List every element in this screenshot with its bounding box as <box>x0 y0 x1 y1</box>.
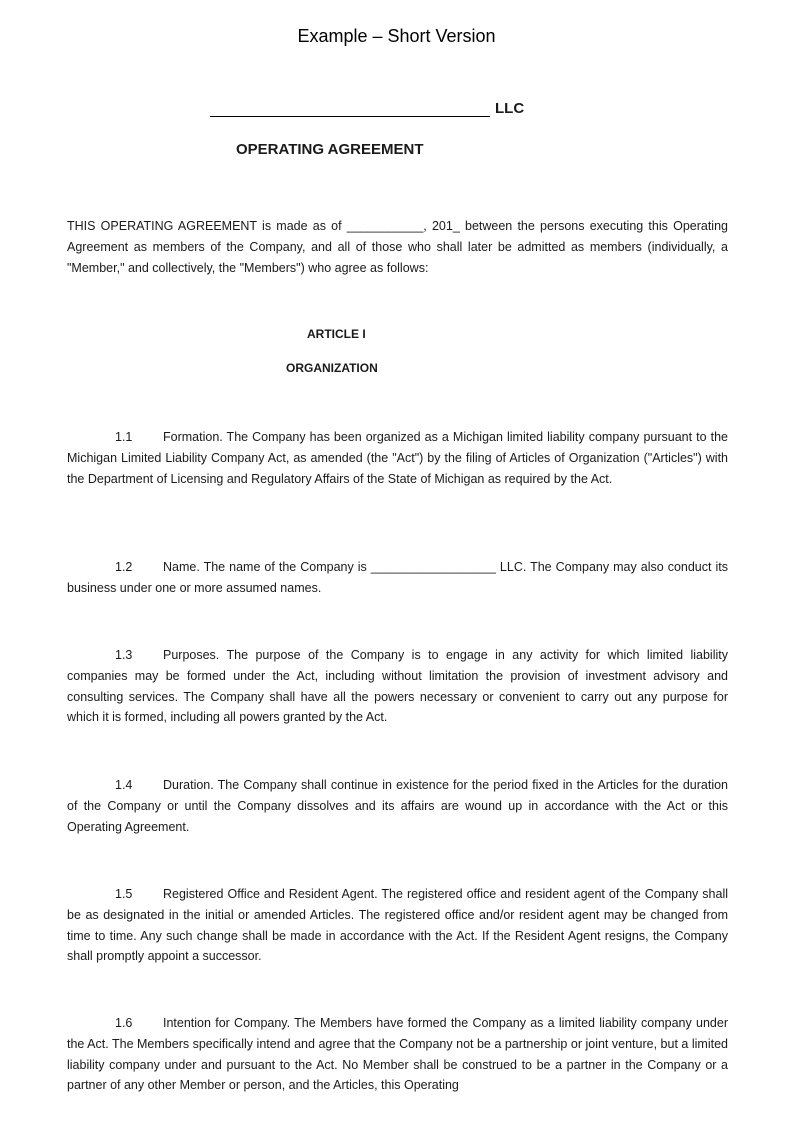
name-blank: __________________ <box>370 560 496 574</box>
company-name-blank <box>210 99 490 117</box>
intro-text-2: , 201_ between the persons executing this Operating Agreement as members of the Company, and all of those who shall later be admitted as members (individually, a "Member," and collectively, the "Members") who agree as follows: <box>67 219 728 275</box>
section-1-4 <box>67 775 728 837</box>
section-text: Duration. The Company shall continue in existence for the period fixed in the Articles for the duration of the Company or until the Company dissolves and its affairs are wound up in accordance with the Act or this Operating Agreement. <box>67 778 728 834</box>
section-number: 1.5 <box>115 887 133 901</box>
section-text: Name. The name of the Company is <box>163 560 371 574</box>
section-number: 1.4 <box>115 778 133 792</box>
company-name-line <box>210 99 524 117</box>
article-name: ORGANIZATION <box>286 361 378 375</box>
company-suffix: LLC <box>495 100 525 117</box>
section-1-3 <box>67 645 728 728</box>
section-1-5 <box>67 884 728 967</box>
section-1-1 <box>67 427 728 489</box>
section-number: 1.2 <box>115 560 133 574</box>
section-text: Registered Office and Resident Agent. The registered office and resident agent of the Company shall be as designated in the initial or amended Articles. The registered office and/or resident agent may be changed from time to time. Any such change shall be made in accordance with the Act. If the Resident Agent resigns, the Company shall promptly appoint a successor. <box>67 887 728 964</box>
article-number: ARTICLE I <box>307 327 366 341</box>
agreement-title: OPERATING AGREEMENT <box>236 141 424 158</box>
section-text: Purposes. The purpose of the Company is to engage in any activity for which limited liability companies may be formed under the Act, including without limitation the provision of investment advisory and consulting services. The Company shall have all the powers necessary or convenient to carry out any purpose for which it is formed, including all powers granted by the Act. <box>67 648 728 725</box>
date-blank: ___________ <box>346 219 424 233</box>
section-number: 1.1 <box>115 430 133 444</box>
intro-text-1: THIS OPERATING AGREEMENT is made as of <box>67 219 347 233</box>
section-1-6 <box>67 1013 728 1096</box>
section-number: 1.6 <box>115 1016 133 1030</box>
section-number: 1.3 <box>115 648 133 662</box>
document-header: Example – Short Version <box>297 26 496 46</box>
section-text: LLC. The Company may also conduct its business under one or more assumed names. <box>67 560 728 595</box>
section-text: Intention for Company. The Members have formed the Company as a limited liability company under the Act. The Members specifically intend and agree that the Company not be a partnership or joint venture, but a limited liability company under and pursuant to the Act. No Member shall be construed to be a partner in the Company or a partner of any other Member or person, and the Articles, this Operating <box>67 1016 728 1093</box>
intro-paragraph <box>67 216 728 278</box>
section-1-2 <box>67 557 728 599</box>
section-text: Formation. The Company has been organized as a Michigan limited liability company pursuant to the Michigan Limited Liability Company Act, as amended (the "Act") by the filing of Articles of Organization ("Articles") with the Department of Licensing and Regulatory Affairs of the State of Michigan as required by the Act. <box>67 430 728 486</box>
